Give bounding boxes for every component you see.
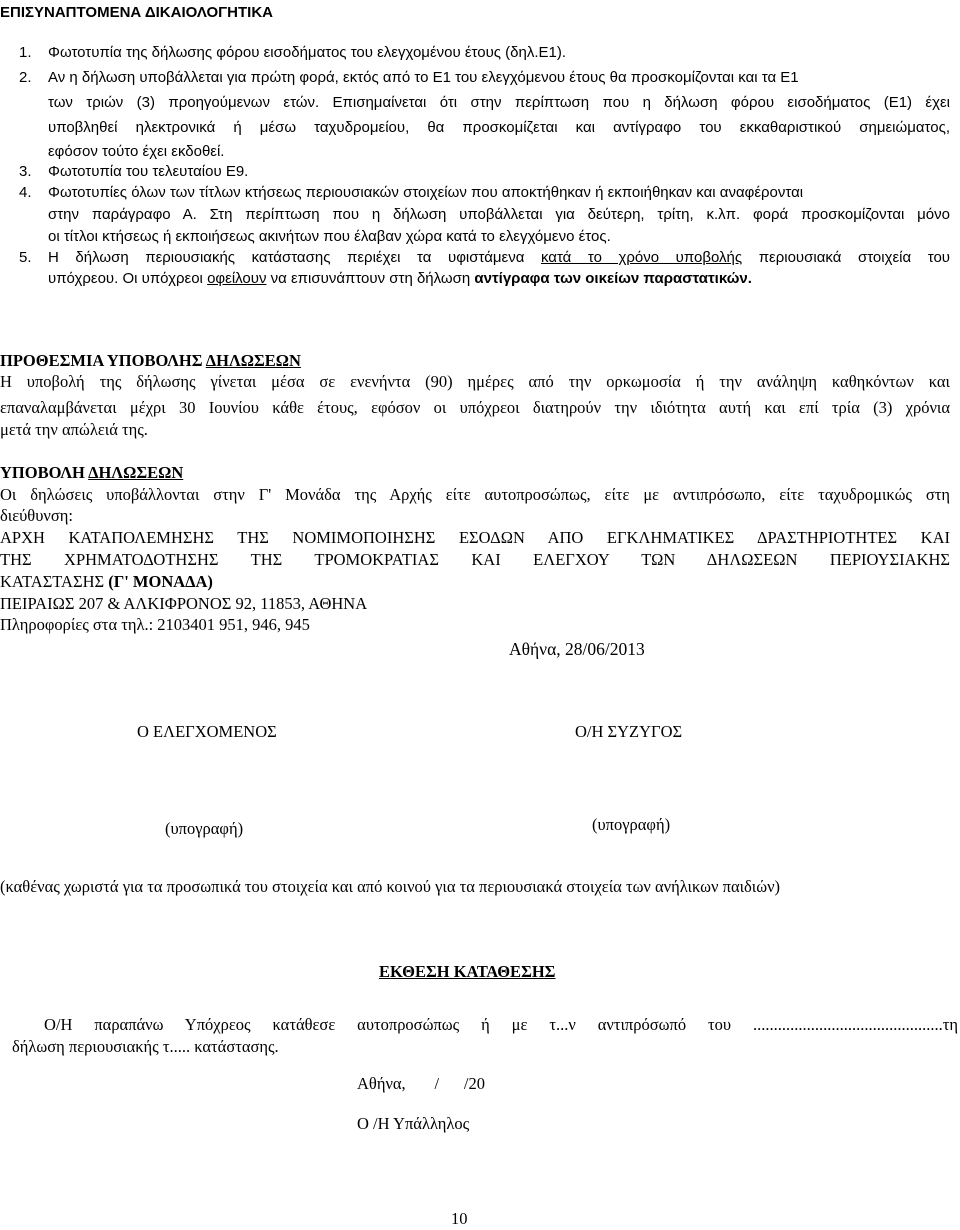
submission-line-5	[0, 571, 213, 592]
attachment-item-2-line-1	[19, 67, 799, 88]
attachment-item-4-line-2: στην παράγραφο Α. Στη περίπτωση που η δήλωση υποβάλλεται για δεύτερη, τρίτη, κ.λπ. φορά προσκομίζονται μόνο	[48, 206, 950, 223]
attachment-item-3	[19, 161, 248, 182]
signature-left-title: Ο ΕΛΕΓΧΟΜΕΝΟΣ	[137, 722, 277, 741]
item-text: Φωτοτυπίες όλων των τίτλων κτήσεως περιουσιακών στοιχείων που αποκτήθηκαν ή εκποιήθηκαν και αναφέρονται	[48, 184, 804, 201]
item-text: να επισυνάπτουν στη δήλωση	[266, 270, 475, 287]
signature-right-title: Ο/Η ΣΥΖΥΓΟΣ	[575, 722, 683, 741]
attachment-item-4-line-3: οι τίτλοι κτήσεως ή εκποιήσεως ακινήτων που έλαβαν χώρα κατά το ελεγχόμενο έτος.	[48, 228, 611, 245]
item-number: 2.	[19, 69, 32, 86]
submission-line-1: Οι δηλώσεις υποβάλλονται στην Γ' Μονάδα της Αρχής είτε αυτοπροσώπως, είτε με αντιπρόσωπο, είτε ταχυδρομικώς στη	[0, 485, 950, 504]
address-text-bold: (Γ' ΜΟΝΑΔΑ)	[108, 572, 213, 591]
attachment-item-5-line-2	[48, 268, 752, 289]
submission-address: ΠΕΙΡΑΙΩΣ 207 & ΑΛΚΙΦΡΟΝΟΣ 92, 11853, ΑΘΗΝΑ	[0, 594, 368, 613]
attachment-item-4-line-1	[19, 182, 803, 203]
filing-clerk: Ο /Η Υπάλληλος	[357, 1114, 470, 1133]
page-number: 10	[451, 1209, 468, 1228]
heading-text-underlined: ΔΗΛΩΣΕΩΝ	[88, 463, 184, 482]
signatures-note: (καθένας χωριστά για τα προσωπικά του στοιχεία και από κοινού για τα περιουσιακά στοιχεία των ανήλικων παιδιών)	[0, 877, 781, 896]
item-number: 1.	[19, 44, 32, 61]
address-text: ΚΑΤΑΣΤΑΣΗΣ	[0, 572, 109, 591]
attachment-item-5-line-1	[19, 247, 950, 268]
heading-text: ΥΠΟΒΟΛΗ	[0, 463, 89, 482]
attachment-item-2-line-2: των τριών (3) προηγούμενων ετών. Επισημαίνεται ότι στην περίπτωση που η δήλωση φόρου εισοδήματος (Ε1) έχει	[48, 94, 950, 111]
attachment-item-2-line-3: υποβληθεί ηλεκτρονικά ή μέσω ταχυδρομείου, θα προσκομίζεται και αντίγραφο του εκκαθαριστικού σημειώματος,	[48, 119, 950, 136]
submission-line-4: ΤΗΣ ΧΡΗΜΑΤΟΔΟΤΗΣΗΣ ΤΗΣ ΤΡΟΜΟΚΡΑΤΙΑΣ ΚΑΙ ΕΛΕΓΧΟΥ ΤΩΝ ΔΗΛΩΣΕΩΝ ΠΕΡΙΟΥΣΙΑΚΗΣ	[0, 550, 950, 569]
deadline-line-1: Η υποβολή της δήλωσης γίνεται μέσα σε ενενήντα (90) ημέρες από την ορκωμοσία ή την ανάληψη καθηκόντων και	[0, 372, 950, 391]
attachment-item-1	[19, 42, 566, 63]
item-text: υπόχρεου. Οι υπόχρεοι	[48, 270, 208, 287]
item-text: Η δήλωση περιουσιακής κατάστασης περιέχει τα υφιστάμενα	[48, 249, 541, 266]
filing-date: Αθήνα, / /20	[357, 1074, 485, 1093]
filing-line-1: Ο/Η παραπάνω Υπόχρεος κατάθεσε αυτοπροσώπως ή με τ...ν αντιπρόσωπό του ..............................................τη	[44, 1015, 958, 1034]
filing-heading: ΕΚΘΕΣΗ ΚΑΤΑΘΕΣΗΣ	[379, 962, 556, 981]
item-number: 3.	[19, 163, 32, 180]
item-text: Φωτοτυπία της δήλωσης φόρου εισοδήματος του ελεγχομένου έτους (δηλ.Ε1).	[48, 44, 567, 61]
bold-text: αντίγραφα των οικείων παραστατικών.	[474, 270, 752, 287]
underlined-text: κατά το χρόνο υποβολής	[540, 249, 743, 266]
attachments-heading: ΕΠΙΣΥΝΑΠΤΟΜΕΝΑ ΔΙΚΑΙΟΛΟΓΗΤΙΚΑ	[0, 4, 274, 21]
submission-line-2: διεύθυνση:	[0, 506, 73, 525]
deadline-line-2: επαναλαμβάνεται μέχρι 30 Ιουνίου κάθε έτους, εφόσον οι υπόχρεοι διατηρούν την ιδιότητα αυτή και επί τρία (3) χρόνια	[0, 398, 950, 417]
item-text: περιουσιακά στοιχεία του	[742, 249, 950, 266]
heading-text: ΠΡΟΘΕΣΜΙΑ ΥΠΟΒΟΛΗΣ	[0, 351, 206, 370]
signature-right-sign: (υπογραφή)	[592, 815, 671, 834]
item-number: 4.	[19, 184, 32, 201]
item-text: Αν η δήλωση υποβάλλεται για πρώτη φορά, εκτός από το Ε1 του ελεγχόμενου έτους θα προσκομίζονται και τα Ε1	[48, 69, 799, 86]
submission-phone: Πληροφορίες στα τηλ.: 2103401 951, 946, 945	[0, 615, 310, 634]
deadline-heading	[0, 350, 301, 371]
deadline-line-3: μετά την απώλειά της.	[0, 420, 148, 439]
filing-line-2: δήλωση περιουσιακής τ..... κατάστασης.	[12, 1037, 279, 1056]
heading-text-underlined: ΔΗΛΩΣΕΩΝ	[205, 351, 301, 370]
item-number: 5.	[19, 249, 32, 266]
signature-left-sign: (υπογραφή)	[165, 819, 244, 838]
attachment-item-2-line-4: εφόσον τούτο έχει εκδοθεί.	[48, 143, 225, 160]
submission-heading	[0, 462, 183, 483]
place-date: Αθήνα, 28/06/2013	[509, 639, 645, 659]
submission-line-3: ΑΡΧΗ ΚΑΤΑΠΟΛΕΜΗΣΗΣ ΤΗΣ ΝΟΜΙΜΟΠΟΙΗΣΗΣ ΕΣΟΔΩΝ ΑΠΟ ΕΓΚΛΗΜΑΤΙΚΕΣ ΔΡΑΣΤΗΡΙΟΤΗΤΕΣ ΚΑΙ	[0, 528, 950, 547]
underlined-text: οφείλουν	[207, 270, 267, 287]
item-text: Φωτοτυπία του τελευταίου Ε9.	[48, 163, 249, 180]
